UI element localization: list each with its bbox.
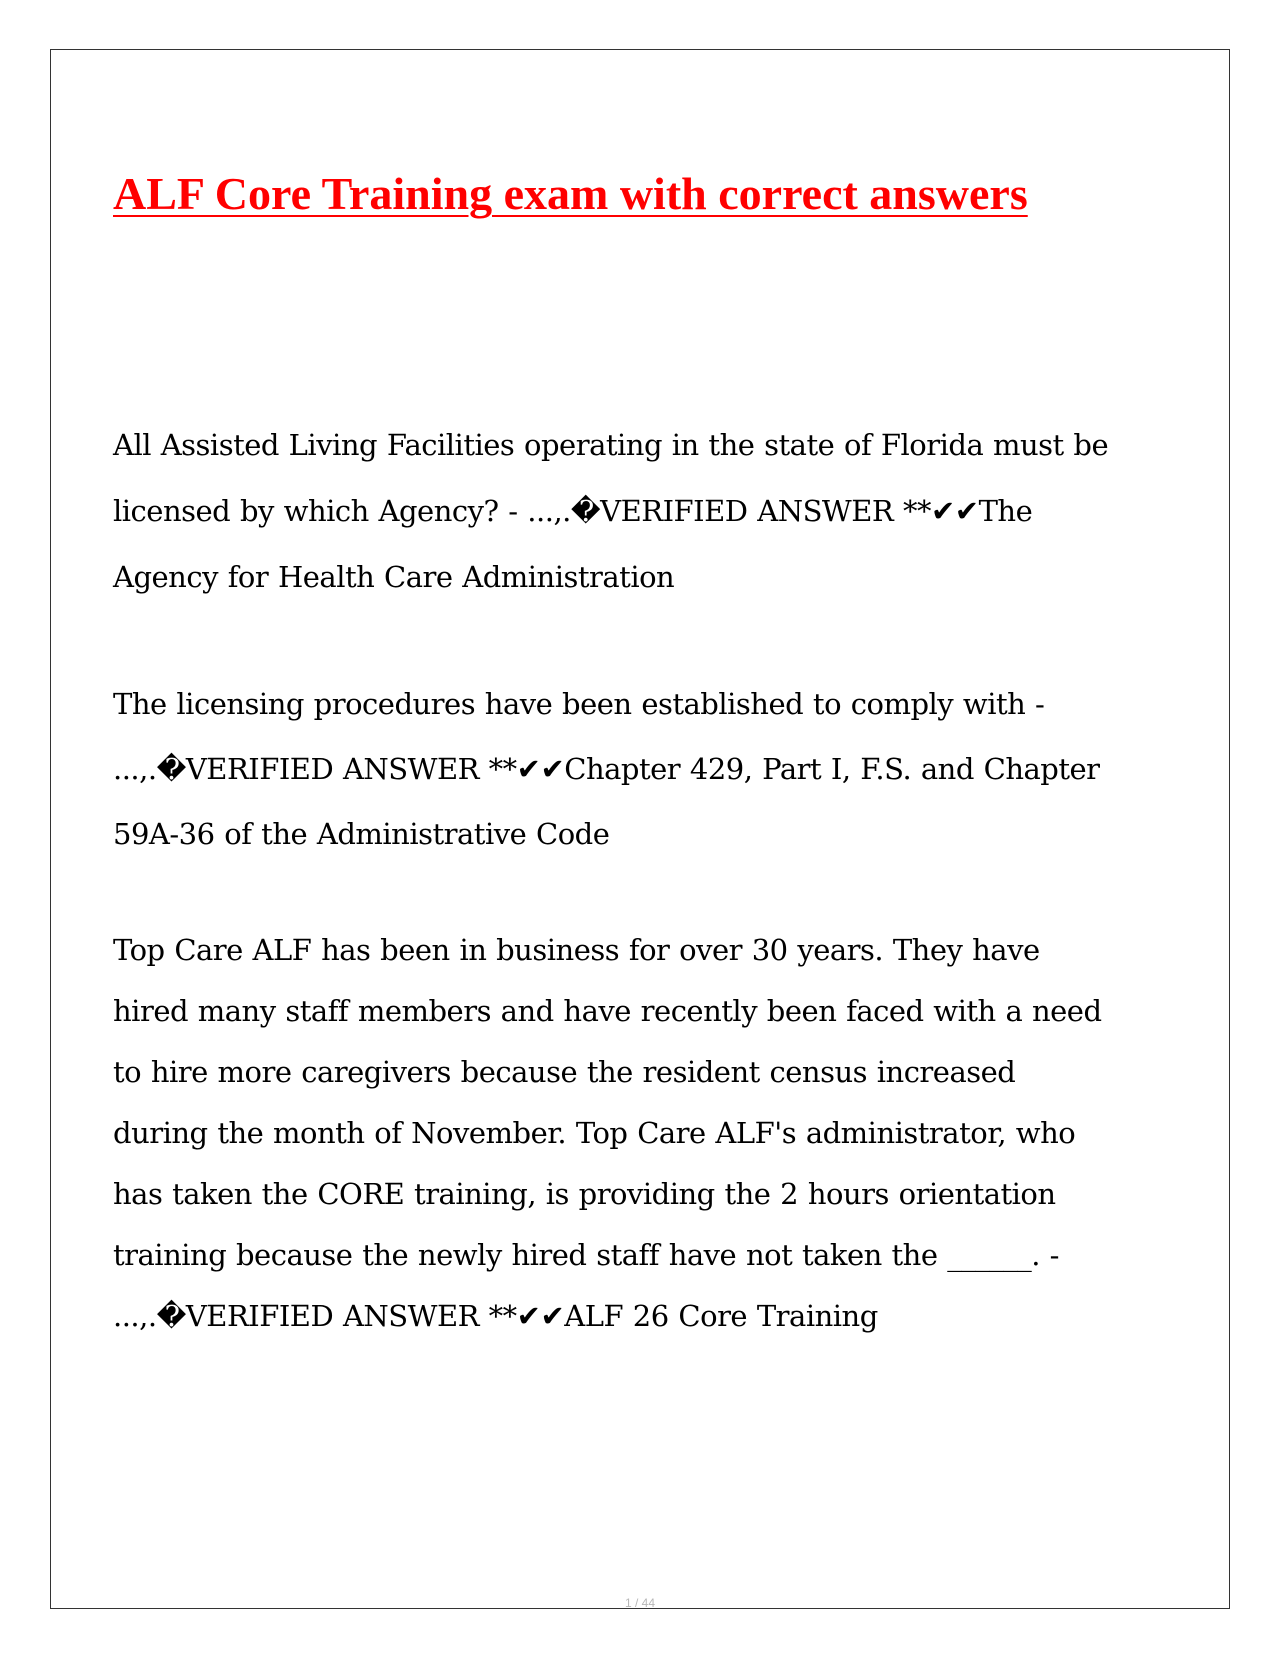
document-title: ALF Core Training exam with correct answers: [113, 168, 1028, 219]
question-text: The licensing procedures have been established to comply with - ...,.: [113, 687, 1045, 786]
page-counter: 1 / 44: [624, 1596, 656, 1610]
verified-answer-label: �VERIFIED ANSWER **✔✔: [156, 752, 565, 786]
qa-item: [113, 672, 1113, 867]
qa-item: [113, 412, 1113, 610]
verified-answer-label: �VERIFIED ANSWER **✔✔: [570, 494, 979, 528]
verified-answer-label: �VERIFIED ANSWER **✔✔: [156, 1299, 565, 1333]
question-text: Top Care ALF has been in business for over 30 years. They have hired many staff members and have recently been faced with a need to hire more caregivers because the resident census increased during the month of November. Top Care ALF's administrator, who has taken the CORE training, is providing the 2 hours orientation training because the newly hired staff have not taken the ______. - ...,.: [113, 933, 1102, 1333]
answer-text: Chapter 429, Part I, F.S. and Chapter 59A-36 of the Administrative Code: [113, 752, 1100, 851]
answer-text: The Agency for Health Care Administration: [113, 494, 1033, 594]
qa-item: [113, 920, 1113, 1347]
question-text: All Assisted Living Facilities operating in the state of Florida must be licensed by which Agency? - ...,.: [113, 428, 1109, 528]
answer-text: ALF 26 Core Training: [564, 1299, 878, 1333]
